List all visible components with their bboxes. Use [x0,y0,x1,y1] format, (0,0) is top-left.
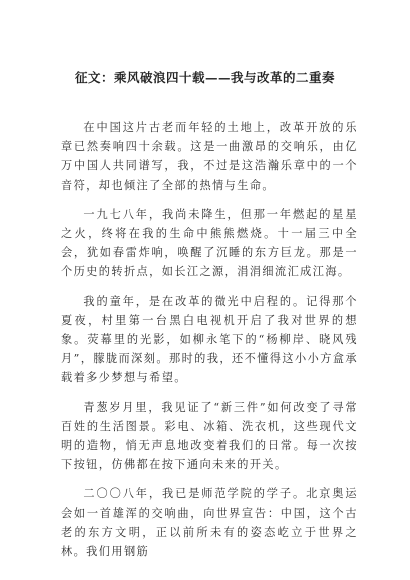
paragraph-1: 在中国这片古老而年轻的土地上，改革开放的乐章已然奏响四十余载。这是一曲激昂的交响乐，由亿万中国人共同谱写，我，不过是这浩瀚乐章中的一个音符，却也倾注了全部的热情与生命。 [61,121,358,192]
paragraph-5: 二〇〇八年，我已是师范学院的学子。北京奥运会如一首雄浑的交响曲，向世界宣告：中国，这个古老的东方文明，正以前所未有的姿态屹立于世界之林。我们用钢筋 [61,487,358,559]
document-body [61,118,358,571]
paragraph-3: 我的童年，是在改革的微光中启程的。记得那个夏夜，村里第一台黑白电视机开启了我对世界的想象。荧幕里的光影，如柳永笔下的“杨柳岸、晓风残月”，朦胧而深刻。那时的我，还不懂得这小小方盒承载着多少梦想与希望。 [61,294,358,385]
document-title: 征文：乘风破浪四十载——我与改革的二重奏 [74,70,335,85]
paragraph-2: 一九七八年，我尚未降生，但那一年燃起的星星之火，终将在我的生命中熊熊燃烧。十一届三中全会，犹如春雷炸响，唤醒了沉睡的东方巨龙。那是一个历史的转折点，如长江之源，涓涓细流汇成江海。 [61,207,358,279]
paragraph-4: 青葱岁月里，我见证了“新三件”如何改变了寻常百姓的生活图景。彩电、冰箱、洗衣机，这些现代文明的造物，悄无声息地改变着我们的日常。每一次按下按钮，仿佛都在按下通向未来的开关。 [61,400,358,472]
